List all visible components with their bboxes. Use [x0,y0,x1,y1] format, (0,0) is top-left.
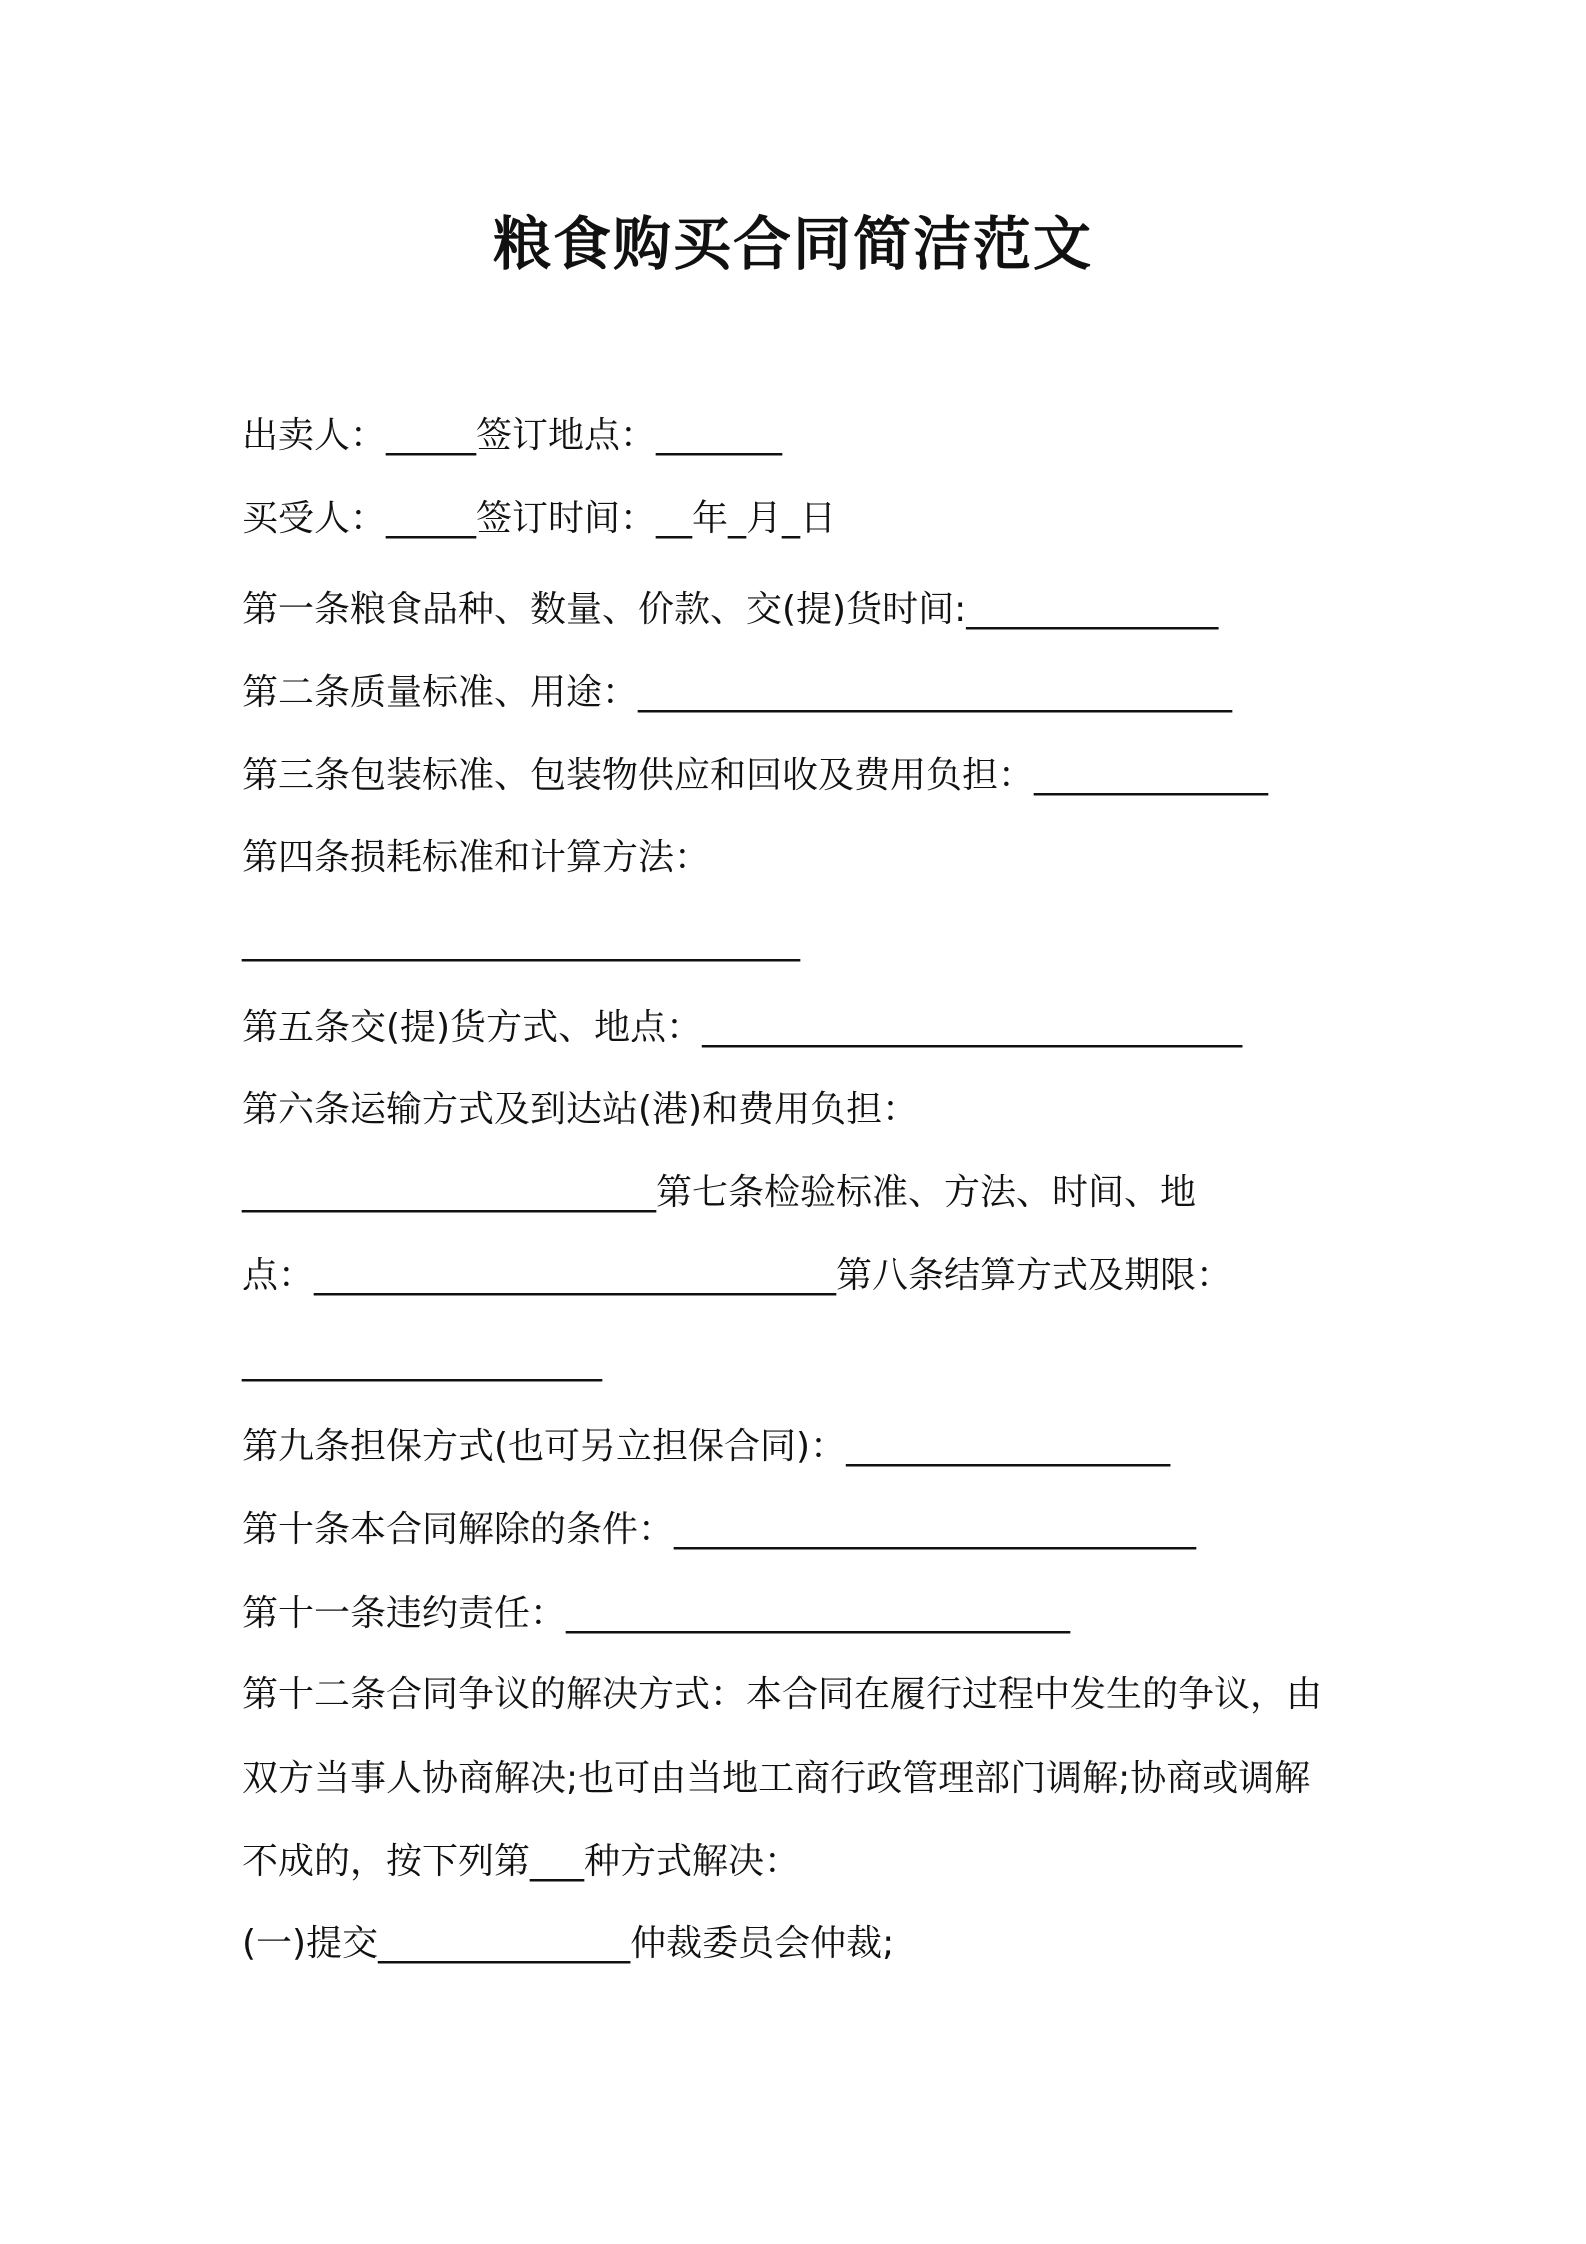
article-7-8-line: 点：_____________________________第八条结算方式及期限： [242,1255,1233,1296]
buyer-line: 买受人：_____签订时间：__年_月_日 [242,498,837,539]
article-4: 第四条损耗标准和计算方法： [242,837,711,878]
article-10: 第十条本合同解除的条件：_____________________________ [242,1509,1197,1550]
option-1-line: (一)提交______________仲裁委员会仲裁; [242,1923,895,1964]
article-11: 第十一条违约责任：____________________________ [242,1593,1071,1634]
article-9: 第九条担保方式(也可另立担保合同)：__________________ [242,1426,1171,1467]
article-3: 第三条包装标准、包装物供应和回收及费用负担：_____________ [242,755,1269,796]
article-4-blank: _______________________________ [242,921,800,962]
article-2: 第二条质量标准、用途：_________________________________ [242,672,1233,713]
article-8-blank: ____________________ [242,1341,602,1382]
article-6: 第六条运输方式及到达站(港)和费用负担： [242,1089,919,1130]
article-12-line-1: 第十二条合同争议的解决方式：本合同在履行过程中发生的争议，由 [242,1674,1323,1715]
seller-line: 出卖人：_____签订地点：_______ [242,415,783,456]
article-12-line-2: 双方当事人协商解决;也可由当地工商行政管理部门调解;协商或调解 [242,1758,1311,1799]
article-5: 第五条交(提)货方式、地点：______________________________ [242,1007,1243,1048]
article-1: 第一条粮食品种、数量、价款、交(提)货时间:______________ [242,589,1219,630]
article-12-line-3: 不成的，按下列第___种方式解决： [242,1841,801,1882]
document-title: 粮食购买合同简洁范文 [492,210,1093,278]
article-6-7-line: _______________________第七条检验标准、方法、时间、地 [242,1172,1197,1213]
